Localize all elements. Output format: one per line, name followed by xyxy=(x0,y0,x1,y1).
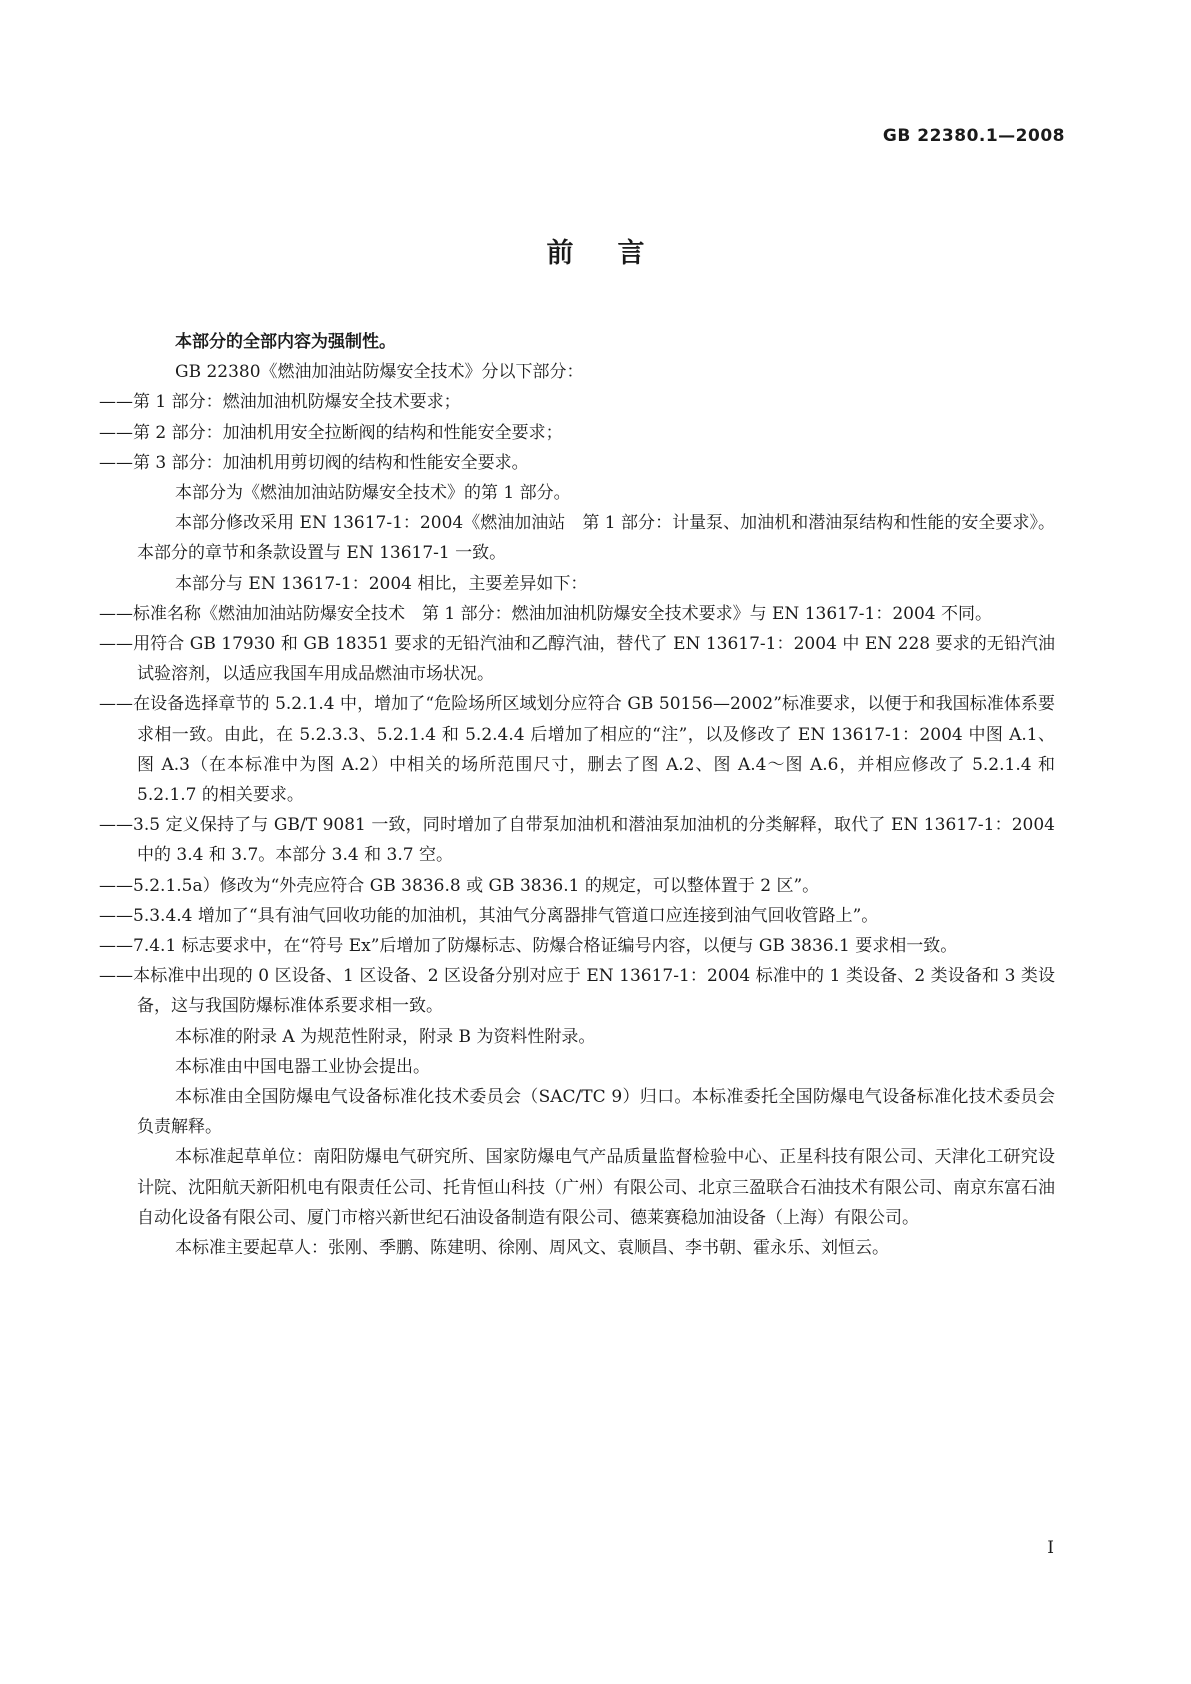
difference-item: ——3.5 定义保持了与 GB/T 9081 一致，同时增加了自带泵加油机和潜油泵加油机的分类解释，取代了 EN 13617-1：2004 中的 3.4 和 3.7。本部分 3.4 和 3.7 空。 xyxy=(99,815,1055,866)
difference-item: ——5.3.4.4 增加了“具有油气回收功能的加油机，其油气分离器排气管道口应连接到油气回收管路上”。 xyxy=(99,905,879,926)
page-number: I xyxy=(1047,1538,1054,1558)
part-list-item: ——第 2 部分：加油机用安全拉断阀的结构和性能安全要求； xyxy=(99,422,563,443)
difference-item: ——在设备选择章节的 5.2.1.4 中，增加了“危险场所区域划分应符合 GB 50156—2002”标准要求，以便于和我国标准体系要求相一致。由此，在 5.2.3.3、5.2.1.4 和 5.2.4.4 后增加了相应的“注”，以及修改了 EN 13617-1：2004 中图 A.1、图 A.3（在本标准中为图 A.2）中相关的场所范围尺寸，删去了图 A.2、图 A.4～图 A.6，并相应修改了 5.2.1.4 和 5.2.1.7 的相关要求。 xyxy=(99,694,1055,806)
difference-item: ——标准名称《燃油加油站防爆安全技术 第 1 部分：燃油加油机防爆安全技术要求》与 EN 13617-1：2004 不同。 xyxy=(99,603,993,624)
page-title: 前言 xyxy=(546,238,689,269)
paragraph: 本部分与 EN 13617-1：2004 相比，主要差异如下： xyxy=(175,573,588,594)
paragraph: GB 22380《燃油加油站防爆安全技术》分以下部分： xyxy=(175,362,584,383)
paragraph: 本部分为《燃油加油站防爆安全技术》的第 1 部分。 xyxy=(175,483,571,504)
part-list-item: ——第 3 部分：加油机用剪切阀的结构和性能安全要求。 xyxy=(99,452,529,473)
difference-item: ——5.2.1.5a）修改为“外壳应符合 GB 3836.8 或 GB 3836.1 的规定，可以整体置于 2 区”。 xyxy=(99,875,820,896)
document-body xyxy=(99,327,1055,1263)
paragraph: 本标准由中国电器工业协会提出。 xyxy=(175,1056,430,1077)
paragraph: 本标准的附录 A 为规范性附录，附录 B 为资料性附录。 xyxy=(175,1026,596,1047)
drafting-units: 本标准起草单位：南阳防爆电气研究所、国家防爆电气产品质量监督检验中心、正星科技有限公司、天津化工研究设计院、沈阳航天新阳机电有限责任公司、托肯恒山科技（广州）有限公司、北京三盈联合石油技术有限公司、南京东富石油自动化设备有限公司、厦门市榕兴新世纪石油设备制造有限公司、德莱赛稳加油设备（上海）有限公司。 xyxy=(137,1147,1055,1228)
drafters: 本标准主要起草人：张刚、季鹏、陈建明、徐刚、周风文、袁顺昌、李书朝、霍永乐、刘恒云。 xyxy=(175,1238,889,1259)
difference-item: ——本标准中出现的 0 区设备、1 区设备、2 区设备分别对应于 EN 13617-1：2004 标准中的 1 类设备、2 类设备和 3 类设备，这与我国防爆标准体系要求相一致。 xyxy=(99,966,1055,1017)
mandatory-statement: 本部分的全部内容为强制性。 xyxy=(175,332,396,352)
standard-number: GB 22380.1—2008 xyxy=(882,126,1065,146)
paragraph: 本部分修改采用 EN 13617-1：2004《燃油加油站 第 1 部分：计量泵、加油机和潜油泵结构和性能的安全要求》。本部分的章节和条款设置与 EN 13617-1 一致。 xyxy=(137,513,1055,564)
difference-item: ——7.4.1 标志要求中，在“符号 Ex”后增加了防爆标志、防爆合格证编号内容，以便与 GB 3836.1 要求相一致。 xyxy=(99,936,958,957)
part-list-item: ——第 1 部分：燃油加油机防爆安全技术要求； xyxy=(99,392,461,413)
difference-item: ——用符合 GB 17930 和 GB 18351 要求的无铅汽油和乙醇汽油，替代了 EN 13617-1：2004 中 EN 228 要求的无铅汽油试验溶剂，以适应我国车用成品燃油市场状况。 xyxy=(99,634,1055,685)
paragraph: 本标准由全国防爆电气设备标准化技术委员会（SAC/TC 9）归口。本标准委托全国防爆电气设备标准化技术委员会负责解释。 xyxy=(137,1087,1055,1138)
